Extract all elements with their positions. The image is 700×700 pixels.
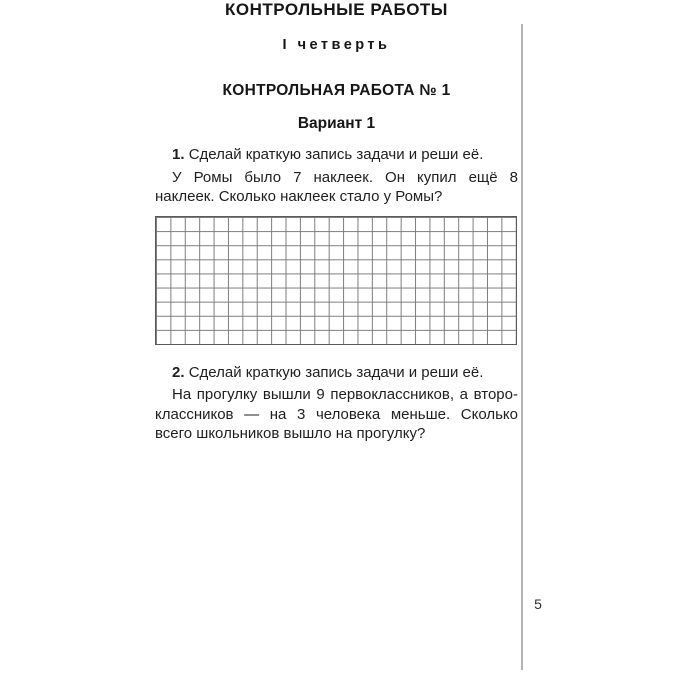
work-title: КОНТРОЛЬНАЯ РАБОТА № 1: [222, 82, 451, 99]
task-1-instruction: [155, 145, 518, 165]
page-number: 5: [534, 596, 542, 612]
task-2-number: 2.: [172, 363, 185, 381]
section-title: КОНТРОЛЬНЫЕ РАБОТЫ: [225, 0, 448, 19]
variant-heading: Вариант 1: [297, 115, 376, 132]
page-edge-line: [521, 24, 523, 670]
quarter-heading: I четверть: [282, 37, 391, 53]
task-2-text: На прогулку вышли 9 первоклассников, а второклассников — на 3 человека меньше. Сколько всего школьников вышло на прогулку?: [155, 386, 518, 442]
task-1-instruction-text: Сделай краткую запись задачи и реши её.: [188, 146, 484, 163]
task-2-instruction-text: Сделай краткую запись задачи и реши её.: [188, 363, 484, 381]
task-1-text: У Ромы было 7 наклеек. Он купил ещё 8 наклеек. Сколько наклеек стало у Ромы?: [155, 168, 518, 205]
task-2-instruction: [155, 363, 518, 383]
answer-grid: [155, 216, 517, 345]
page-content: [155, 0, 518, 444]
task-1-number: 1.: [172, 146, 185, 163]
